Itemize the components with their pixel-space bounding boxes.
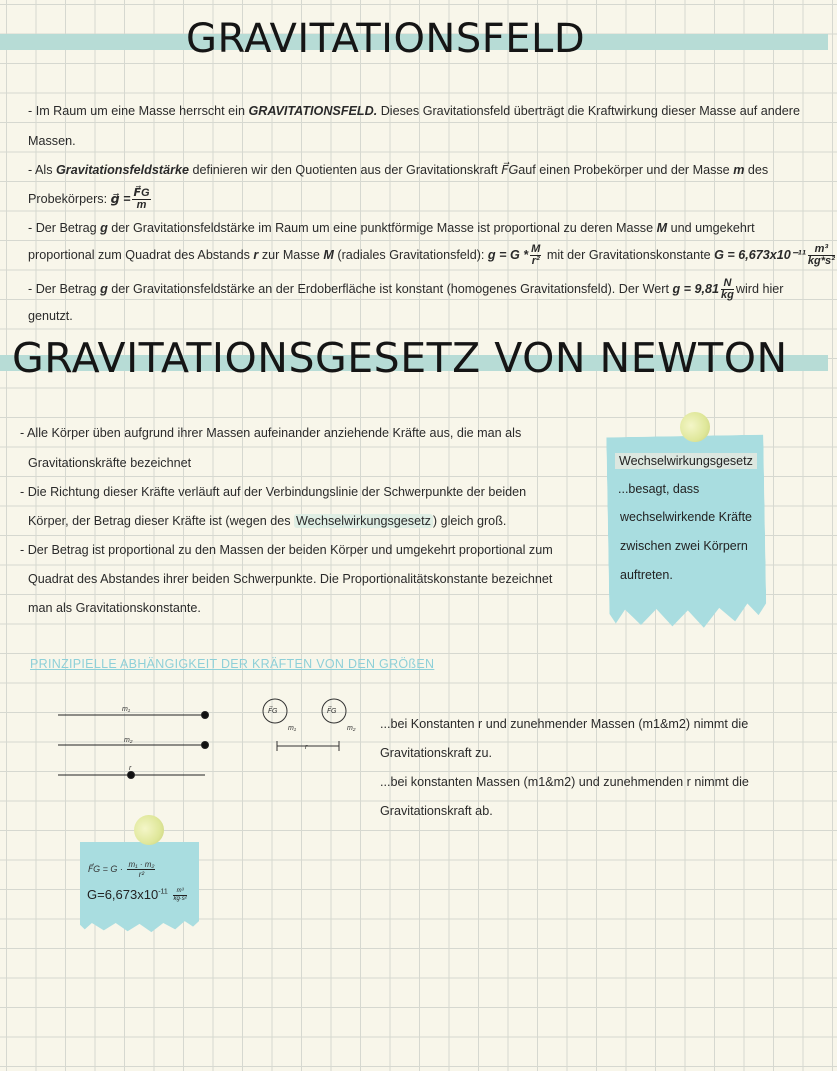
formula-force: F⃗G = G · $\frac{\text{m₁ · m₂}}{\text{r²}}$ <box>88 860 155 879</box>
label-m1: m₁ <box>122 706 131 713</box>
label-body-r: r <box>305 744 308 751</box>
note-line: zwischen zwei Körpern <box>620 539 748 553</box>
explain-line: Gravitationskraft ab. <box>380 804 493 818</box>
label-fg2: F⃗G <box>327 708 337 715</box>
explain-line: Gravitationskraft zu. <box>380 746 492 760</box>
label-fg1: F⃗G <box>268 708 278 715</box>
paragraph-line: - Als Gravitationsfeldstärke definieren wir den Quotienten aus der Gravitationskraft F⃗Gauf einen Probekörper und der Masse m des <box>28 163 769 177</box>
fraction: $\frac{M}{\text{r²}}$ <box>531 243 541 267</box>
paragraph-line: - Der Betrag g der Gravitationsfeldstärke im Raum um eine punktförmige Masse ist proportional zu deren Masse M und umgekehrt <box>28 221 755 235</box>
distance-dot <box>128 772 135 779</box>
subheading: PRINZIPIELLE ABHÄNGIGKEIT DER KRÄFTEN VON DEN GRÖßEN <box>30 657 435 671</box>
bullet-line: Gravitationskräfte bezeichnet <box>28 456 192 470</box>
paragraph-line: proportional zum Quadrat des Abstands r zur Masse M (radiales Gravitationsfeld): g = G * $\frac{M}{\text{r²}}$ mit der Gravitationskonstante G = 6,673x10⁻¹¹ $\frac{\text{m³}}{\text{kg*s²}}$ <box>28 243 835 267</box>
bullet-line: man als Gravitationskonstante. <box>28 601 201 615</box>
bullet-line: - Die Richtung dieser Kräfte verläuft auf der Verbindungslinie der Schwerpunkte der beiden <box>20 485 527 499</box>
paragraph-line: Massen. <box>28 134 76 148</box>
note-line: wechselwirkende Kräfte <box>620 510 753 524</box>
explain-line: ...bei konstanten Massen (m1&m2) und zunehmenden r nimmt die <box>380 775 749 789</box>
paragraph-line: genutzt. <box>28 309 73 323</box>
explain-line: ...bei Konstanten r und zunehmender Massen (m1&m2) nimmt die <box>380 717 749 731</box>
label-body-m2: m₂ <box>347 725 356 732</box>
label-r: r <box>129 765 132 772</box>
fraction: $\frac{\text{m₁ · m₂}}{\text{r²}}$ <box>128 860 155 879</box>
paragraph-line: - Im Raum um eine Masse herrscht ein GRAVITATIONSFELD. Dieses Gravitationsfeld überträgt die Kraftwirkung dieser Masse auf andere <box>28 104 801 118</box>
formula-constant: $G=6,673x10^{-11}$ $\frac{\text{m³}}{\text{kg·s²}}$ <box>87 887 187 903</box>
note-line: ...besagt, dass <box>618 482 700 496</box>
fraction: $\frac{N}{kg}$ <box>721 277 734 301</box>
fraction: $\frac{\text{m³}}{\text{kg*s²}}$ <box>807 243 835 267</box>
label-body-m1: m₁ <box>288 725 297 732</box>
mass-dot-2 <box>202 742 209 749</box>
fraction: $\frac{\text{m³}}{\text{kg·s²}}$ <box>173 888 187 903</box>
highlight-term: Wechselwirkungsgesetz <box>296 514 431 528</box>
note-heading: Wechselwirkungsgesetz <box>615 453 757 469</box>
bullet-line: Quadrat des Abstandes ihrer beiden Schwerpunkte. Die Proportionalitätskonstante bezeichnet <box>28 572 553 586</box>
bullet-line: - Der Betrag ist proportional zu den Massen der beiden Körper und umgekehrt proportional zum <box>20 543 553 557</box>
bullet-line: Körper, der Betrag dieser Kräfte ist (wegen des Wechselwirkungsgesetz ) gleich groß. <box>28 514 507 528</box>
section-title-gravitationsfeld: GRAVITATIONSFELD <box>186 16 586 62</box>
paragraph-line: Probekörpers: g⃗ = $\frac{F⃗G}{m}$ <box>28 187 150 211</box>
bullet-line: - Alle Körper üben aufgrund ihrer Massen aufeinander anziehende Kräfte aus, die man als <box>20 426 522 440</box>
mass-dot-1 <box>202 712 209 719</box>
label-m2: m₂ <box>124 737 133 744</box>
note-line: auftreten. <box>620 568 673 582</box>
fraction: $\frac{F⃗G}{m}$ <box>133 187 150 211</box>
section-title-newton: GRAVITATIONSGESETZ VON NEWTON <box>12 334 788 382</box>
paragraph-line: - Der Betrag g der Gravitationsfeldstärke an der Erdoberfläche ist konstant (homogenes Gravitationsfeld). Der Wert g = 9,81 $\frac{N}{kg}$ wird hier <box>28 277 784 301</box>
